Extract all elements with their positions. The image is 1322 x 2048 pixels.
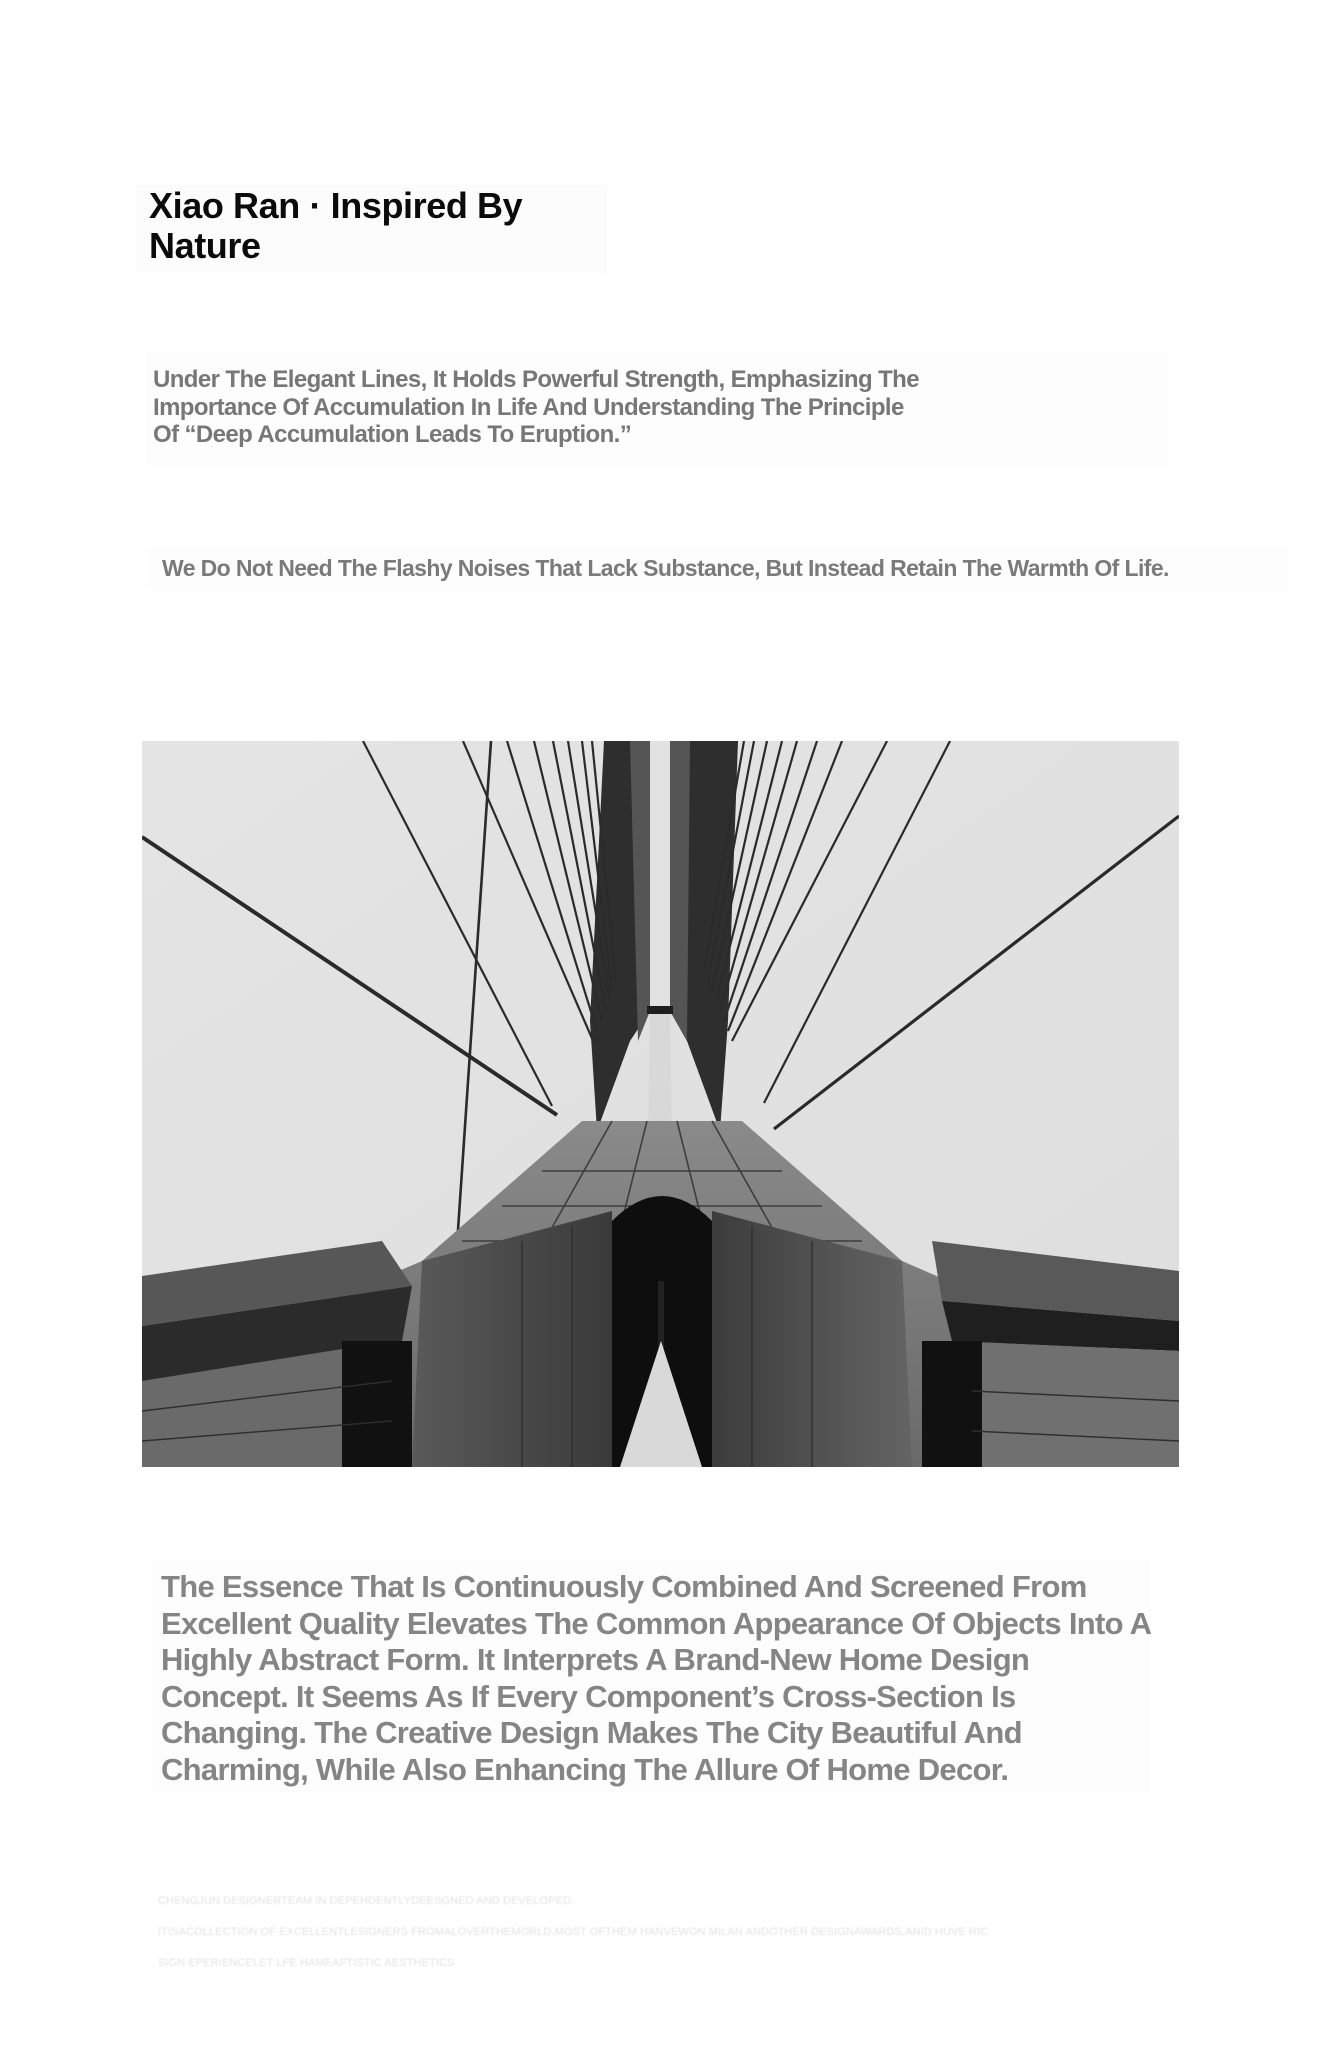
bridge-photo bbox=[142, 741, 1179, 1467]
page-title: Xiao Ran · Inspired By Nature bbox=[149, 185, 523, 266]
credits-line: CHENGJUN DESIGNERTEAM IN DEPEHDENTLYDEESGNED AND DEVELOPED. bbox=[158, 1895, 575, 1907]
essence-paragraph: The Essence That Is Continuously Combined And Screened From Excellent Quality Elevates The Common Appearance Of Objects Into A Highly Abstract Form. It Interprets A Brand-New Home Design Concept. It Seems As If Every Component’s Cross-Section Is Changing. The Creative Design Makes The City Beautiful And Charming, While Also Enhancing The Allure Of Home Decor. bbox=[161, 1569, 1151, 1787]
credits-line: SIGN EPERIENCELET LFE HAMEAFTISTIC AESTHETICS bbox=[158, 1957, 455, 1969]
quote-line: We Do Not Need The Flashy Noises That Lack Substance, But Instead Retain The Warmth Of Life. bbox=[162, 555, 1169, 581]
bridge-illustration bbox=[142, 741, 1179, 1467]
credits-line: ITISACOLLECTION OF EXCELLENTLESIGNERS FROMALOVERTHEMORLD.MOST OFTHEM HANVEWON MILAN ANDOTHER DESIGNAWARDS,ANID HUVE RIC bbox=[158, 1926, 989, 1938]
credits-block bbox=[158, 1886, 1098, 1979]
intro-paragraph: Under The Elegant Lines, It Holds Powerful Strength, Emphasizing The Importance Of Accumulation In Life And Understanding The Principle Of “Deep Accumulation Leads To Eruption.” bbox=[153, 366, 919, 448]
